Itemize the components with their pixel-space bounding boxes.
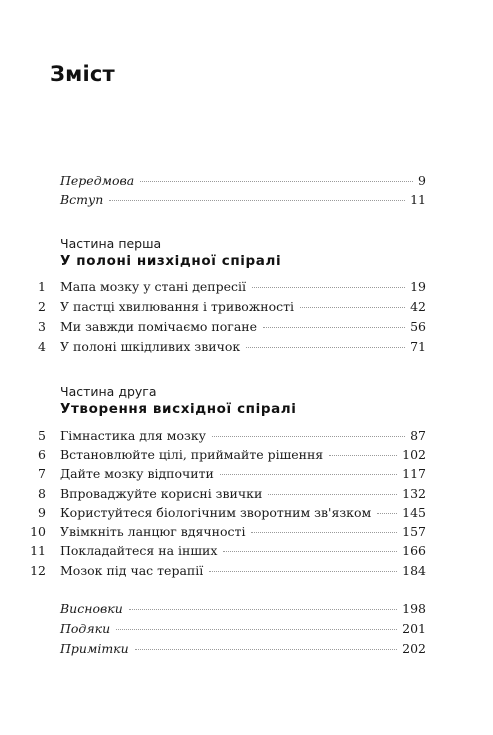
- chapter-number: 6: [38, 447, 46, 462]
- toc-page-number: 117: [402, 466, 426, 481]
- toc-entry-chapter-8[interactable]: [60, 485, 426, 503]
- toc-page-number: 202: [402, 641, 426, 656]
- toc-entry-label: Користуйтеся біологічним зворотним зв'язком: [60, 505, 372, 520]
- chapter-number: 8: [38, 486, 46, 501]
- toc-entry-introduction[interactable]: [60, 191, 426, 209]
- dot-leader: [268, 494, 397, 495]
- chapter-number: 12: [30, 563, 46, 578]
- dot-leader: [129, 609, 397, 610]
- toc-entry-label: Гімнастика для мозку: [60, 428, 206, 443]
- dot-leader: [223, 551, 397, 552]
- toc-page-number: 11: [410, 192, 426, 207]
- toc-entry-label: Впроваджуйте корисні звички: [60, 486, 263, 501]
- toc-entry-conclusions[interactable]: [60, 600, 426, 618]
- dot-leader: [220, 474, 397, 475]
- toc-entry-label: Мозок під час терапії: [60, 563, 204, 578]
- toc-entry-chapter-12[interactable]: [60, 562, 426, 580]
- toc-page-number: 19: [410, 279, 426, 294]
- chapter-number: 4: [38, 339, 46, 354]
- dot-leader: [246, 347, 405, 348]
- dot-leader: [109, 200, 405, 201]
- toc-entry-chapter-7[interactable]: [60, 465, 426, 483]
- dot-leader: [135, 649, 397, 650]
- chapter-number: 5: [38, 428, 46, 443]
- dot-leader: [329, 455, 397, 456]
- toc-page-number: 201: [402, 621, 426, 636]
- toc-entry-label: Висновки: [60, 601, 123, 616]
- part-1-title: У полоні низхідної спіралі: [60, 253, 282, 269]
- toc-entry-chapter-1[interactable]: [60, 278, 426, 296]
- toc-entry-label: Мапа мозку у стані депресії: [60, 279, 247, 294]
- dot-leader: [212, 436, 405, 437]
- toc-entry-foreword[interactable]: [60, 172, 426, 190]
- chapter-number: 2: [38, 299, 46, 314]
- chapter-number: 10: [30, 524, 46, 539]
- toc-page-number: 166: [402, 543, 426, 558]
- page-title: Зміст: [50, 62, 115, 86]
- toc-page-number: 198: [402, 601, 426, 616]
- toc-entry-label: Встановлюйте цілі, приймайте рішення: [60, 447, 324, 462]
- dot-leader: [209, 571, 397, 572]
- toc-entry-label: У полоні шкідливих звичок: [60, 339, 241, 354]
- toc-page-number: 56: [410, 319, 426, 334]
- toc-page-number: 132: [402, 486, 426, 501]
- toc-entry-chapter-6[interactable]: [60, 446, 426, 464]
- chapter-number: 7: [38, 466, 46, 481]
- toc-entry-acknowledgements[interactable]: [60, 620, 426, 638]
- part-2-label: Частина друга: [60, 384, 157, 399]
- part-2-title: Утворення висхідної спіралі: [60, 401, 297, 417]
- toc-entry-label: Дайте мозку відпочити: [60, 466, 214, 481]
- toc-page-number: 157: [402, 524, 426, 539]
- toc-entry-label: Примітки: [60, 641, 129, 656]
- dot-leader: [300, 307, 405, 308]
- toc-entry-chapter-10[interactable]: [60, 523, 426, 541]
- toc-page-number: 102: [402, 447, 426, 462]
- toc-entry-label: Ми завжди помічаємо погане: [60, 319, 258, 334]
- toc-entry-chapter-11[interactable]: [60, 542, 426, 560]
- toc-entry-chapter-3[interactable]: [60, 318, 426, 336]
- toc-entry-label: Увімкніть ланцюг вдячності: [60, 524, 246, 539]
- toc-entry-chapter-5[interactable]: [60, 427, 426, 445]
- chapter-number: 9: [38, 505, 46, 520]
- chapter-number: 3: [38, 319, 46, 334]
- chapter-number: 1: [38, 279, 46, 294]
- dot-leader: [252, 287, 405, 288]
- toc-page-number: 71: [410, 339, 426, 354]
- toc-page-number: 9: [418, 173, 426, 188]
- toc-entry-chapter-2[interactable]: [60, 298, 426, 316]
- toc-entry-label: Вступ: [60, 192, 104, 207]
- toc-entry-label: Передмова: [60, 173, 135, 188]
- dot-leader: [377, 513, 397, 514]
- dot-leader: [263, 327, 405, 328]
- dot-leader: [116, 629, 397, 630]
- toc-page-number: 87: [410, 428, 426, 443]
- dot-leader: [140, 181, 413, 182]
- toc-entry-label: Покладайтеся на інших: [60, 543, 218, 558]
- chapter-number: 11: [30, 543, 46, 558]
- toc-entry-chapter-9[interactable]: [60, 504, 426, 522]
- toc-entry-label: У пастці хвилювання і тривожності: [60, 299, 295, 314]
- toc-page-number: 184: [402, 563, 426, 578]
- toc-entry-notes[interactable]: [60, 640, 426, 658]
- dot-leader: [251, 532, 397, 533]
- part-1-label: Частина перша: [60, 236, 162, 251]
- toc-entry-chapter-4[interactable]: [60, 338, 426, 356]
- toc-page-number: 42: [410, 299, 426, 314]
- toc-entry-label: Подяки: [60, 621, 111, 636]
- toc-page-number: 145: [402, 505, 426, 520]
